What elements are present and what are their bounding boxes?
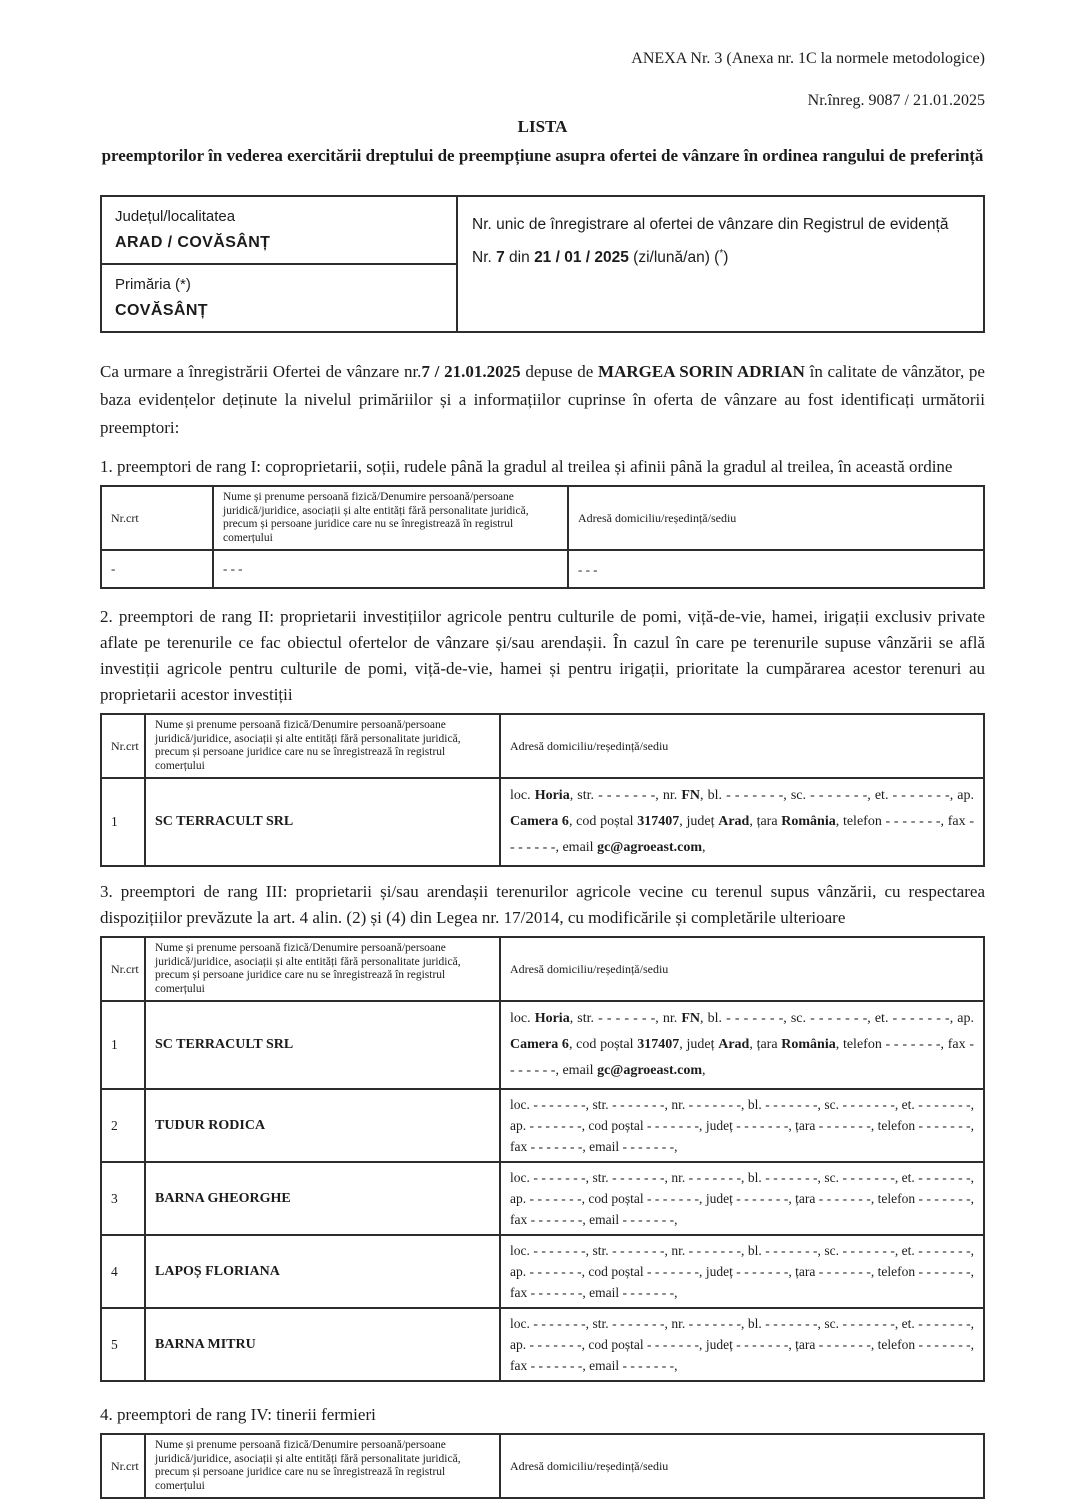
preemptor-name-cell: BARNA MITRU bbox=[145, 1308, 500, 1381]
table-row bbox=[101, 1162, 984, 1235]
intro-paragraph: Ca urmare a înregistrării Ofertei de vânzare nr.7 / 21.01.2025 depuse de MARGEA SORIN ADRIAN în calitate de vânzător, pe baza evidențelor deținute la nivelul primăriilor și a informațiilor cuprinse în oferta de vânzare au fost identificați următorii preemptori: bbox=[100, 362, 985, 437]
table-row bbox=[101, 1235, 984, 1308]
row-number-cell: 1 bbox=[101, 1001, 145, 1089]
table-header-row bbox=[101, 714, 984, 778]
unique-registration-cell bbox=[457, 196, 984, 332]
cityhall-label: Primăria (*) bbox=[115, 276, 191, 293]
column-header-address: Adresă domiciliu/reședință/sediu bbox=[500, 937, 984, 1001]
table-row bbox=[101, 550, 984, 588]
section-rank2-heading: 2. preemptori de rang II: proprietarii investițiilor agricole pentru culturile de pomi, viță-de-vie, hamei, irigații exclusiv private aflate pe terenurile ce fac obiectul ofertelor de vânzare și/sau arendașii. În cazul în care pe terenurile supuse vânzării se află investiții agricole pentru culturile de pomi, viță-de-vie, hamei și pentru irigații, prioritate la cumpărarea acestor terenuri au proprietarii acestor investiții bbox=[100, 607, 985, 704]
preemptor-name-cell: BARNA GHEORGHE bbox=[145, 1162, 500, 1235]
table-header-row bbox=[101, 1434, 984, 1498]
preemptor-name-cell: LAPOȘ FLORIANA bbox=[145, 1235, 500, 1308]
preemptor-address-cell: loc. - - - - - - -, str. - - - - - - -, nr. - - - - - - -, bl. - - - - - - -, sc. - - - - - - -, et. - - - - - - -, ap. - - - - - - -, cod poștal - - - - - - -, județ - - - - - - -, țara - - - - - - -, telefon - - - - - - -, fax - - - - - - -, email - - - - - - -, bbox=[500, 1235, 984, 1308]
section-rank4-heading: 4. preemptori de rang IV: tinerii fermieri bbox=[100, 1405, 376, 1424]
registration-number-line: Nr.înreg. 9087 / 21.01.2025 bbox=[807, 92, 985, 109]
unique-registration-text: Nr. unic de înregistrare al ofertei de vânzare din Registrul de evidență bbox=[472, 216, 949, 233]
row-number-cell: 5 bbox=[101, 1308, 145, 1381]
column-header-name: Nume și prenume persoană fizică/Denumire persoană/persoane juridică/juridice, asociații și alte entități fără personalitate juridică, precum și persoane juridice care nu se înregistrează în registrul comerțului bbox=[145, 1434, 500, 1498]
registration-number-value: Nr. 7 din 21 / 01 / 2025 (zi/lună/an) (*) bbox=[472, 247, 729, 266]
section-rank3-heading: 3. preemptori de rang III: proprietarii și/sau arendașii terenurilor agricole vecine cu terenul supus vânzării, cu respectarea dispozițiilor prevăzute la art. 4 alin. (2) și (4) din Legea nr. 17/2014, cu modificările și completările ulterioare bbox=[100, 882, 985, 927]
document-subtitle: preemptorilor în vederea exercitării dreptului de preempțiune asupra ofertei de vânzare în ordinea rangului de preferință bbox=[101, 146, 984, 165]
registration-info-table bbox=[100, 195, 985, 333]
county-value: ARAD / COVĂSÂNȚ bbox=[115, 234, 271, 251]
document-title: LISTA bbox=[517, 117, 568, 136]
column-header-nr: Nr.crt bbox=[101, 1434, 145, 1498]
row-number-cell: 2 bbox=[101, 1089, 145, 1162]
column-header-name: Nume și prenume persoană fizică/Denumire persoană/persoane juridică/juridice, asociații și alte entități fără personalitate juridică, precum și persoane juridice care nu se înregistrează în registrul comerțului bbox=[145, 937, 500, 1001]
column-header-name: Nume și prenume persoană fizică/Denumire persoană/persoane juridică/juridice, asociații și alte entități fără personalitate juridică, precum și persoane juridice care nu se înregistrează în registrul comerțului bbox=[213, 486, 568, 550]
rank3-preemptors-table bbox=[100, 936, 985, 1382]
preemptor-name-cell: SC TERRACULT SRL bbox=[145, 1001, 500, 1089]
preemptor-name-cell: TUDUR RODICA bbox=[145, 1089, 500, 1162]
column-header-name: Nume și prenume persoană fizică/Denumire persoană/persoane juridică/juridice, asociații și alte entități fără personalitate juridică, precum și persoane juridice care nu se înregistrează în registrul comerțului bbox=[145, 714, 500, 778]
cityhall-value: COVĂSÂNȚ bbox=[115, 302, 208, 319]
rank4-preemptors-table bbox=[100, 1433, 985, 1499]
county-cell bbox=[101, 196, 457, 264]
table-row bbox=[101, 1001, 984, 1089]
column-header-nr: Nr.crt bbox=[101, 714, 145, 778]
table-row bbox=[101, 196, 984, 264]
preemptor-name-cell: - - - bbox=[213, 550, 568, 588]
section-rank1-heading: 1. preemptori de rang I: coproprietarii, soții, rudele până la gradul al treilea și afinii până la gradul al treilea, în această ordine bbox=[100, 457, 953, 476]
annex-reference: ANEXA Nr. 3 (Anexa nr. 1C la normele metodologice) bbox=[631, 50, 985, 67]
table-row bbox=[101, 778, 984, 866]
column-header-address: Adresă domiciliu/reședință/sediu bbox=[568, 486, 984, 550]
rank1-preemptors-table bbox=[100, 485, 985, 589]
column-header-nr: Nr.crt bbox=[101, 486, 213, 550]
preemptor-name-cell: SC TERRACULT SRL bbox=[145, 778, 500, 866]
preemptor-address-cell: loc. Horia, str. - - - - - - -, nr. FN, bl. - - - - - - -, sc. - - - - - - -, et. - - - - - - -, ap. Camera 6, cod poștal 317407, județ Arad, țara România, telefon - - - - - - -, fax - - - - - - -, email gc@agroeast.com, bbox=[500, 778, 984, 866]
column-header-address: Adresă domiciliu/reședință/sediu bbox=[500, 1434, 984, 1498]
preemptor-address-cell: loc. - - - - - - -, str. - - - - - - -, nr. - - - - - - -, bl. - - - - - - -, sc. - - - - - - -, et. - - - - - - -, ap. - - - - - - -, cod poștal - - - - - - -, județ - - - - - - -, țara - - - - - - -, telefon - - - - - - -, fax - - - - - - -, email - - - - - - -, bbox=[500, 1308, 984, 1381]
preemptor-address-cell: loc. Horia, str. - - - - - - -, nr. FN, bl. - - - - - - -, sc. - - - - - - -, et. - - - - - - -, ap. Camera 6, cod poștal 317407, județ Arad, țara România, telefon - - - - - - -, fax - - - - - - -, email gc@agroeast.com, bbox=[500, 1001, 984, 1089]
preemptor-address-cell: loc. - - - - - - -, str. - - - - - - -, nr. - - - - - - -, bl. - - - - - - -, sc. - - - - - - -, et. - - - - - - -, ap. - - - - - - -, cod poștal - - - - - - -, județ - - - - - - -, țara - - - - - - -, telefon - - - - - - -, fax - - - - - - -, email - - - - - - -, bbox=[500, 1162, 984, 1235]
cityhall-cell bbox=[101, 264, 457, 332]
table-row bbox=[101, 1089, 984, 1162]
preemptor-address-cell: - - - bbox=[568, 550, 984, 588]
column-header-nr: Nr.crt bbox=[101, 937, 145, 1001]
table-row bbox=[101, 1308, 984, 1381]
row-number-cell: 1 bbox=[101, 778, 145, 866]
preemptor-address-cell: loc. - - - - - - -, str. - - - - - - -, nr. - - - - - - -, bl. - - - - - - -, sc. - - - - - - -, et. - - - - - - -, ap. - - - - - - -, cod poștal - - - - - - -, județ - - - - - - -, țara - - - - - - -, telefon - - - - - - -, fax - - - - - - -, email - - - - - - -, bbox=[500, 1089, 984, 1162]
county-label: Județul/localitatea bbox=[115, 208, 236, 225]
table-header-row bbox=[101, 486, 984, 550]
rank2-preemptors-table bbox=[100, 713, 985, 867]
row-number-cell: 3 bbox=[101, 1162, 145, 1235]
row-number-cell: 4 bbox=[101, 1235, 145, 1308]
table-header-row bbox=[101, 937, 984, 1001]
row-number-cell: - bbox=[101, 550, 213, 588]
column-header-address: Adresă domiciliu/reședință/sediu bbox=[500, 714, 984, 778]
